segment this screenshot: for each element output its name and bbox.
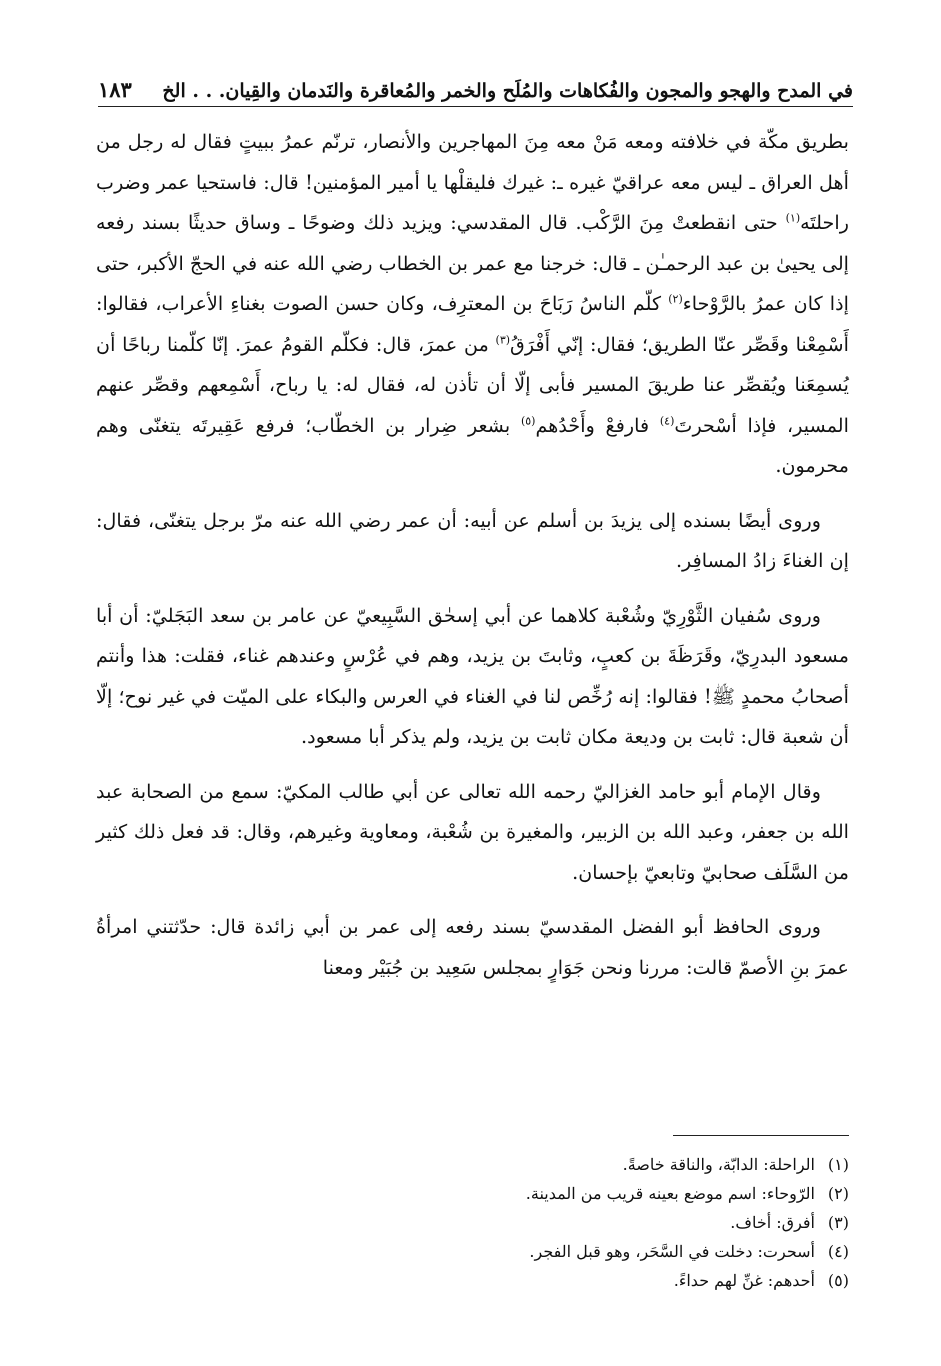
paragraph-2: وروى أيضًا بسنده إلى يزيدَ بن أسلم عن أبيه: أن عمر رضي الله عنه مرّ برجل يتغنّى، فقال: إن الغناءَ زادُ المسافِر. xyxy=(96,508,849,572)
footnote-number: (٣) xyxy=(827,1213,849,1232)
footnote-ref: (٤) xyxy=(659,414,675,428)
footnote xyxy=(96,1237,849,1266)
paragraph-4: وقال الإمام أبو حامد الغزاليّ رحمه الله تعالى عن أبي طالب المكيّ: سمع من الصحابة عبد الله بن جعفر، وعبد الله بن الزبير، والمغيرة بن شُعْبة، ومعاوية وغيرهم، وقال: قد فعل ذلك كثير من السَّلَف صحابيّ وتابعيّ بإحسان. xyxy=(96,779,849,884)
footnote-ref: (٢) xyxy=(668,292,683,306)
footnote xyxy=(96,1266,849,1295)
footnote-number: (٤) xyxy=(827,1242,849,1261)
paragraph-1-segment: كلّم الناسُ رَبَاحَ بن المعترِف، وكان حسن الصوت بغناءِ الأعراب، فقالوا: أَسْمِعْنا وقَصِّر عنّا الطريق؛ فقال: إنّي أَفْرَقُ xyxy=(96,292,849,356)
footnote xyxy=(96,1208,849,1237)
footnote xyxy=(96,1150,849,1179)
paragraph-1 xyxy=(96,122,849,487)
footnote-ref: (٣) xyxy=(495,333,511,347)
footnote-number: (١) xyxy=(827,1155,849,1174)
footnote-text: أسحرت: دخلت في السَّحَر، وهو قبل الفجر. xyxy=(529,1242,815,1261)
footnotes xyxy=(96,1150,849,1295)
footnote xyxy=(96,1179,849,1208)
page-header xyxy=(98,62,853,107)
paragraph-1-segment: من عمرَ، قال: فكلّم القومُ عمرَ. إنّا كلّمنا رباحًا أن يُسمِعَنا ويُقصِّر عنا طريقَ المسير فأبى إلّا أن تأذن له، فقال له: يا رباح، أَسْمِعهم وقصِّر عنهم المسير، فإذا أسْحرتَ xyxy=(96,332,849,437)
paragraph-1-segment: بشعر ضِرار بن الخطّاب؛ فرفع عَقِيرتَه يتغنّى وهم محرمون. xyxy=(96,413,849,477)
footnote-divider xyxy=(673,1135,849,1136)
paragraph-5: وروى الحافظ أبو الفضل المقدسيّ بسند رفعه إلى عمر بن أبي زائدة قال: حدّثتني امرأةُ عمرَ بنِ الأصمّ قالت: مررنا ونحن جَوَارٍ بمجلس سَعِيد بن جُبَيْر ومعنا xyxy=(96,915,849,979)
page-number: ١٨٣ xyxy=(98,77,132,102)
paragraph-1-segment: فارفعْ وأَحْدُهم xyxy=(535,413,660,437)
footnote-number: (٥) xyxy=(827,1271,849,1290)
footnote-text: الراحلة: الدابّة، والناقة خاصةً. xyxy=(622,1155,815,1174)
paragraph-1-segment: بطريق مكّة في خلافته ومعه مَنْ معه مِنَ المهاجرين والأنصار، ترنّم عمرُ ببيتٍ فقال له رجل من أهل العراق ـ ليس معه عراقيّ غيره ـ: غيرك فليقلْها يا أمير المؤمنين! قال: فاستحيا عمر وضرب راحلتَه xyxy=(96,130,849,234)
footnote-text: الرّوحاء: اسم موضع بعينه قريب من المدينة. xyxy=(525,1184,815,1203)
footnote-text: أفرق: أخاف. xyxy=(730,1213,815,1232)
paragraph-1-segment: حتى انقطعتْ مِنَ الرَّكْب. قال المقدسي: ويزيد ذلك وضوحًا ـ وساق حديثًا بسند رفعه إلى يحيىٰ بن عبد الرحمـٰن ـ قال: خرجنا مع عمر بن الخطاب رضي الله عنه في الحجّ الأكبر، حتى إذا كان عمرُ بالرَّوْحاء xyxy=(96,211,849,315)
footnote-ref: (١) xyxy=(785,211,801,225)
footnote-number: (٢) xyxy=(827,1184,849,1203)
footnote-text: أحدهم: غنِّ لهم حداءً. xyxy=(673,1271,815,1290)
running-title: في المدح والهجو والمجون والفُكاهات والمُلَح والخمر والمُعاقرة والنَدمان والقِيان. . . الخ xyxy=(162,80,853,102)
main-text xyxy=(96,122,849,1002)
paragraph-3: وروى سُفيان الثَّوْرِيّ وشُعْبة كلاهما عن أبي إسحٰق السَّبِيعيّ عن عامر بن سعد البَجَليّ: أن أبا مسعود البدرِيّ، وقَرَظَةَ بن كعبٍ، وثابتَ بن يزيد، وهم في عُرْسٍ وعندهم غناء، فقلت: هذا وأنتم أصحابُ محمدٍ ﷺ! فقالوا: إنه رُخِّص لنا في الغناء في العرس والبكاء على الميّت في غير نوح؛ إلّا أن شعبة قال: ثابت بن وديعة مكان ثابت بن يزيد، ولم يذكر أبا مسعود. xyxy=(96,603,849,748)
footnote-ref: (٥) xyxy=(520,414,536,428)
